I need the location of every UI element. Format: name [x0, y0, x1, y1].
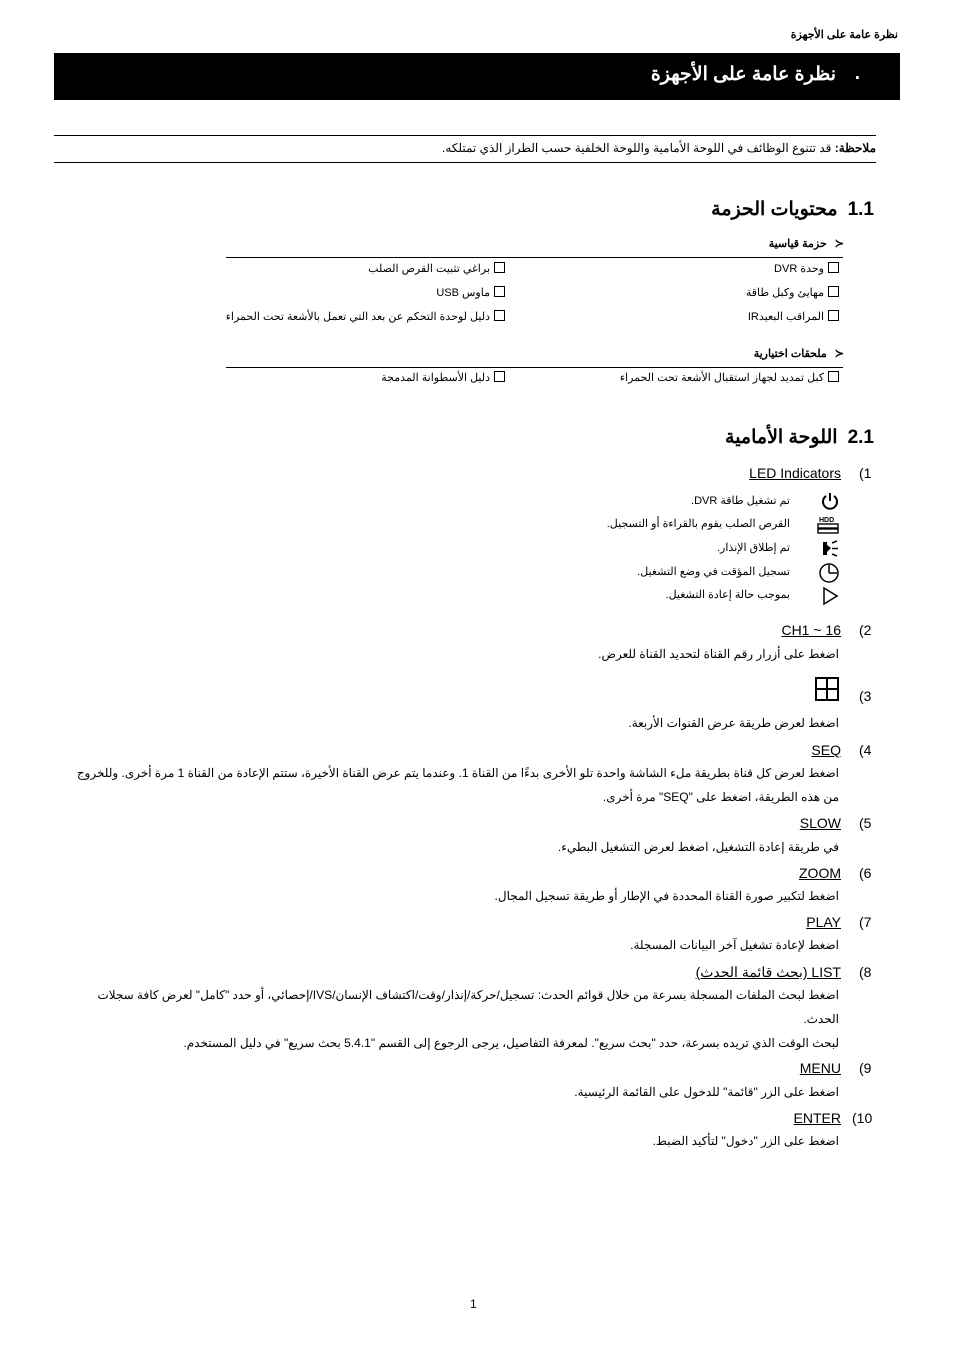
item-desc: من هذه الطريقة، اضغط على "SEQ" مرة أخرى. [602, 790, 839, 804]
item-desc: اضغط على الزر "دخول" لتأكيد الضبط. [652, 1134, 839, 1148]
chapter-number: . [854, 63, 860, 84]
item-number: (10 [852, 1110, 873, 1126]
page-header: نظرة عامة على الأجهزة [790, 29, 898, 41]
package-item [381, 371, 505, 384]
package-item [746, 286, 839, 299]
item-desc: اضغط على الزر "قائمة" للدخول على القائمة الرئيسية. [574, 1085, 839, 1099]
item-number: (1 [859, 465, 872, 481]
item-desc: اضغط لتكبير صورة القناة المحددة في الإطار أو طريقة تسجيل المجال. [494, 889, 839, 903]
item-desc: اضغط لإعادة تشغيل آخر البيانات المسجلة. [630, 938, 839, 952]
package-item [774, 262, 839, 275]
note-label: ملاحظة: [834, 141, 876, 155]
package-item [748, 310, 839, 323]
item-number: (6 [859, 865, 872, 881]
arrow-icon: ≺ [834, 348, 844, 360]
note-text: قد تتنوع الوظائف في اللوحة الأمامية واللوحة الخلفية حسب الطراز الذي تمتلكه. [442, 141, 835, 155]
package-item-label: ماوس USB [436, 287, 490, 299]
basic-package-label: حزمة قياسية [768, 238, 827, 250]
quad-view-icon [814, 676, 840, 707]
alarm-icon [820, 539, 840, 564]
package-item-label: المراقب البعيدIR [747, 311, 824, 323]
led-text: القرص الصلب يقوم بالقراءة أو التسجيل. [606, 518, 790, 530]
item-term: ENTER [793, 1110, 841, 1126]
package-item [620, 371, 839, 384]
package-item [368, 262, 505, 275]
divider [226, 367, 843, 368]
item-number: (3 [859, 688, 872, 704]
chapter-banner [54, 53, 900, 100]
play-icon [820, 586, 840, 611]
section-1-1-heading [711, 198, 874, 221]
section-2-1-heading [725, 426, 874, 449]
checkbox-icon [828, 310, 839, 321]
power-icon [820, 491, 840, 516]
basic-package-heading [769, 237, 844, 250]
divider [226, 257, 843, 258]
package-item-label: دليل لوحدة التحكم عن بعد التي تعمل بالأشعة تحت الحمراء [225, 311, 490, 323]
page-number: 1 [470, 1297, 477, 1311]
item-number: (8 [859, 964, 872, 980]
note-box [54, 135, 876, 163]
optional-label: ملحقات اختيارية [753, 348, 827, 360]
led-text: تم إطلاق الإنذار. [717, 542, 790, 554]
item-term: SLOW [799, 815, 841, 831]
led-text: بموجب حالة إعادة التشغيل. [665, 589, 790, 601]
package-item [436, 286, 505, 299]
item-term: MENU [799, 1060, 841, 1076]
checkbox-icon [494, 262, 505, 273]
checkbox-icon [828, 371, 839, 382]
hdd-icon [816, 515, 840, 540]
arrow-icon: ≺ [834, 238, 844, 250]
item-number: (2 [859, 622, 872, 638]
item-desc: في طريقة إعادة التشغيل، اضغط لعرض التشغيل البطيء. [557, 840, 839, 854]
item-number: (4 [859, 742, 872, 758]
package-item-label: كبل تمديد لجهاز استقبال الأشعة تحت الحمراء [619, 372, 824, 384]
item-desc: اضغط لعرض طريقة عرض القنوات الأربعة. [628, 716, 839, 730]
package-item-label: دليل الأسطوانة المدمجة [381, 372, 490, 384]
item-number: (5 [859, 815, 872, 831]
package-item-label: براغي تثبيت القرص الصلب [368, 263, 490, 275]
package-item-label: وحدة DVR [774, 263, 824, 275]
item-number: (9 [859, 1060, 872, 1076]
chapter-title: نظرة عامة على الأجهزة [650, 64, 836, 85]
item-desc: اضغط على أزرار رقم القناة لتحديد القناة للعرض. [598, 647, 839, 661]
item-term: CH1 ~ 16 [781, 622, 841, 638]
checkbox-icon [828, 262, 839, 273]
package-item [226, 310, 505, 323]
led-text: تم تشغيل طاقة DVR. [691, 495, 790, 507]
section-title: اللوحة الأمامية [725, 427, 838, 448]
checkbox-icon [494, 371, 505, 382]
timer-icon [818, 562, 840, 589]
section-title: محتويات الحزمة [711, 199, 838, 220]
checkbox-icon [828, 286, 839, 297]
item-desc: اضغط لبحث الملفات المسجلة بسرعة من خلال قوائم الحدث: تسجيل/حركة/إنذار/وقت/اكتشاف الإنسان/IVS/إحصائي، أو حدد "كامل" لعرض كافة سجلات [97, 988, 839, 1002]
section-number: 2.1 [847, 427, 874, 448]
item-number: (7 [859, 914, 872, 930]
item-term: SEQ [811, 742, 841, 758]
note [442, 141, 876, 155]
hdd-icon-label: HDD [819, 517, 835, 524]
item-term: LED Indicators [749, 465, 841, 481]
led-text: تسجيل المؤقت في وضع التشغيل. [637, 566, 790, 578]
checkbox-icon [494, 286, 505, 297]
section-number: 1.1 [847, 199, 874, 220]
item-desc: لبحث الوقت الذي تريده بسرعة، حدد "بحث سريع". لمعرفة التفاصيل، يرجى الرجوع إلى القسم "5.4.1 بحث سريع" في دليل المستخدم. [183, 1036, 839, 1050]
item-desc: اضغط لعرض كل قناة بطريقة ملء الشاشة واحدة تلو الأخرى بدءًا من القناة 1. وعندما يتم عرض القناة الأخيرة، ستتم الإعادة من القناة 1 مرة أخرى. وللخروج [76, 766, 839, 780]
checkbox-icon [494, 310, 505, 321]
item-desc: الحدث. [803, 1012, 839, 1026]
package-item-label: مهايئ وكبل طاقة [745, 287, 824, 299]
item-term: ZOOM [799, 865, 841, 881]
optional-heading [754, 347, 844, 360]
item-term: LIST (بحث قائمة الحدث) [695, 964, 841, 980]
item-term: PLAY [806, 914, 841, 930]
